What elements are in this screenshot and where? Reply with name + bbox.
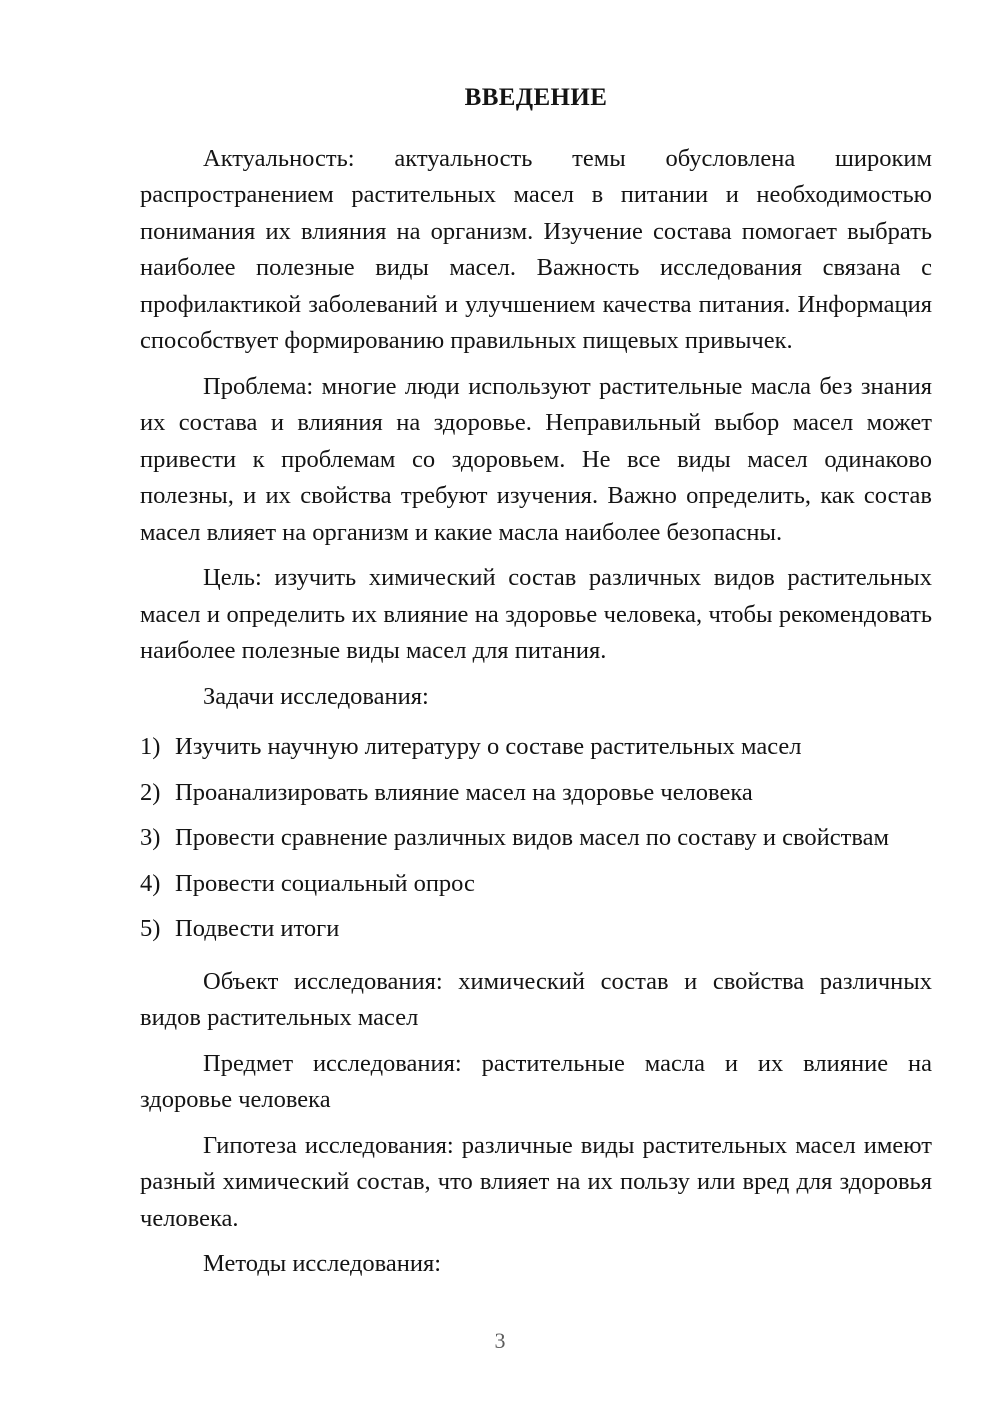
- list-item: [140, 820, 932, 857]
- paragraph-problem: Проблема: многие люди используют растительные масла без знания их состава и влияния на здоровье. Неправильный выбор масел может привести к проблемам со здоровьем. Не все виды масел одинаково полезны, и их свойства требуют изучения. Важно определить, как состав масел влияет на организм и какие масла наиболее безопасны.: [140, 372, 932, 546]
- list-item-marker: 1): [140, 733, 161, 761]
- paragraph-relevance: Актуальность: актуальность темы обусловлена широким распространением растительных масел в питании и необходимостью понимания их влияния на организм. Изучение состава помогает выбрать наиболее полезные виды масел. Важность исследования связана с профилактикой заболеваний и улучшением качества питания. Информация способствует формированию правильных пищевых привычек.: [140, 144, 932, 355]
- list-item: [140, 775, 932, 812]
- list-item-marker: 2): [140, 778, 161, 806]
- paragraph-goal: Цель: изучить химический состав различных видов растительных масел и определить их влияние на здоровье человека, чтобы рекомендовать наиболее полезные виды масел для питания.: [140, 564, 932, 665]
- list-item-label: Провести сравнение различных видов масел по составу и свойствам: [175, 824, 889, 852]
- tasks-intro-label: Задачи исследования:: [203, 682, 429, 710]
- paragraph-hypothesis: Гипотеза исследования: различные виды растительных масел имеют разный химический состав, что влияет на их пользу или вред для здоровья человека.: [140, 1131, 932, 1232]
- list-item-marker: 5): [140, 915, 161, 943]
- page-content: [140, 84, 932, 1283]
- list-item: [140, 729, 932, 766]
- list-item-marker: 4): [140, 869, 161, 897]
- list-item-label: Подвести итоги: [175, 915, 340, 943]
- list-item: [140, 911, 932, 948]
- page-title: ВВЕДЕНИЕ: [464, 84, 608, 111]
- page-number: 3: [494, 1328, 506, 1353]
- paragraph-object: Объект исследования: химический состав и свойства различных видов растительных масел: [140, 967, 932, 1032]
- list-item-label: Провести социальный опрос: [175, 869, 475, 897]
- task-list: [140, 729, 932, 948]
- list-item: [140, 866, 932, 903]
- list-item-label: Изучить научную литературу о составе растительных масел: [175, 733, 802, 761]
- list-item-marker: 3): [140, 824, 161, 852]
- paragraph-subject: Предмет исследования: растительные масла и их влияние на здоровье человека: [140, 1049, 932, 1114]
- list-item-label: Проанализировать влияние масел на здоровье человека: [175, 778, 753, 806]
- paragraph-methods-intro: Методы исследования:: [203, 1250, 442, 1278]
